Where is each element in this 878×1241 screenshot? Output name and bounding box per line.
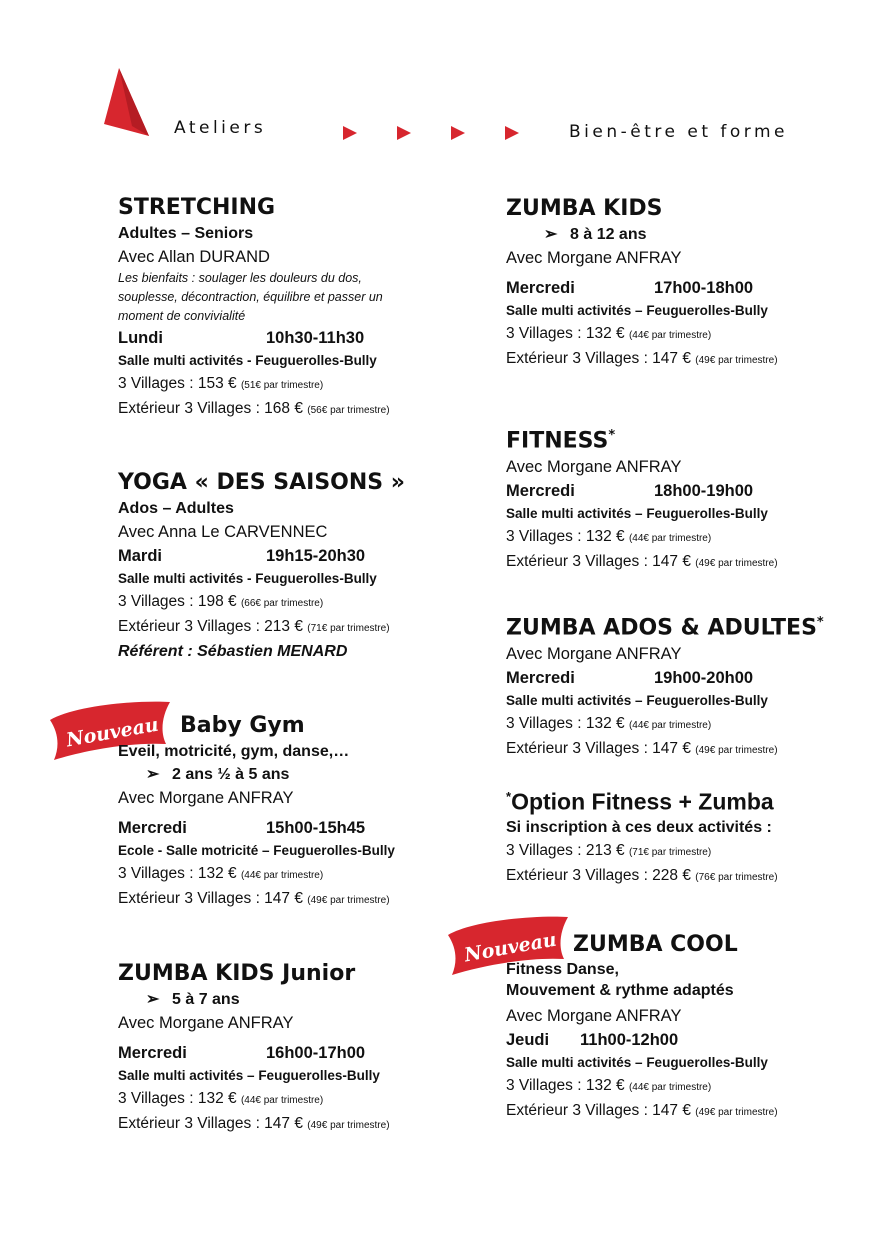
schedule: Mercredi 17h00-18h00 [506,279,754,297]
referent: Référent : Sébastien MENARD [118,643,348,660]
arrow-icon [505,126,519,140]
price-local: 3 Villages : 198 € (66€ par trimestre) [118,593,324,610]
option-note: Si inscription à ces deux activités : [506,818,772,836]
price-external: Extérieur 3 Villages : 168 € (56€ par trimestre) [118,400,390,417]
section-zumba-kids [506,195,866,372]
price-external: Extérieur 3 Villages : 147 € (49€ par trimestre) [506,740,778,758]
svg-text:Nouveau: Nouveau [64,713,161,752]
age-range: ➢ 8 à 12 ans [506,223,866,246]
room: Ecole - Salle motricité – Feuguerolles-Bully [118,843,395,858]
age-range: ➢ 2 ans ½ à 5 ans [118,763,478,786]
price-external: Extérieur 3 Villages : 147 € (49€ par trimestre) [506,1102,778,1119]
section-title: Baby Gym [180,713,305,738]
section-zumba-cool [506,931,866,1124]
section-fitness [506,422,866,575]
subtitle-1: Fitness Danse, [506,961,619,978]
coach: Avec Morgane ANFRAY [506,645,682,664]
section-yoga [118,469,478,664]
room: Salle multi activités - Feuguerolles-Bully [118,353,377,368]
section-option [506,783,866,889]
room: Salle multi activités – Feuguerolles-Bully [506,506,768,522]
schedule: Mercredi 16h00-17h00 [118,1044,366,1062]
section-title: ZUMBA KIDS Junior [118,961,356,986]
price-local: 3 Villages : 132 € (44€ par trimestre) [506,1077,712,1094]
room: Salle multi activités – Feuguerolles-Bully [506,693,768,709]
section-title: FITNESS* [506,428,616,454]
section-stretching [118,194,478,422]
price-local: 3 Villages : 132 € (44€ par trimestre) [118,865,324,882]
room: Salle multi activités - Feuguerolles-Bully [118,571,377,586]
section-title: *Option Fitness + Zumba [506,788,774,815]
price-external: Extérieur 3 Villages : 228 € (76€ par trimestre) [506,866,778,884]
arrow-icon [343,126,357,140]
price-local: 3 Villages : 132 € (44€ par trimestre) [506,528,712,546]
price-external: Extérieur 3 Villages : 147 € (49€ par trimestre) [118,890,390,907]
coach: Avec Morgane ANFRAY [118,1014,294,1032]
coach: Avec Allan DURAND [118,248,270,266]
header-right: Bien-être et forme [569,122,788,142]
description: Les bienfaits : soulager les douleurs du dos, souplesse, décontraction, équilibre et passer un moment de convivialité [118,271,383,323]
price-local: 3 Villages : 132 € (44€ par trimestre) [506,325,712,342]
schedule: Mercredi 15h00-15h45 [118,819,366,837]
section-title: ZUMBA KIDS [506,196,663,221]
section-title: ZUMBA ADOS & ADULTES* [506,615,824,641]
section-zumba-ados [506,609,866,762]
hours: 10h30-11h30 [266,329,365,347]
room: Salle multi activités – Feuguerolles-Bully [118,1068,380,1083]
coach: Avec Morgane ANFRAY [118,789,294,807]
day: Lundi [118,329,163,347]
coach: Avec Anna Le CARVENNEC [118,523,328,541]
room: Salle multi activités – Feuguerolles-Bully [506,303,768,318]
header-left: Ateliers [174,118,267,138]
age-range: ➢ 5 à 7 ans [118,988,478,1011]
price-local: 3 Villages : 132 € (44€ par trimestre) [118,1090,324,1107]
coach: Avec Morgane ANFRAY [506,1007,682,1025]
schedule: Jeudi 11h00-12h00 [506,1031,679,1049]
price-external: Extérieur 3 Villages : 213 € (71€ par trimestre) [118,618,390,635]
red-triangle-logo [104,68,152,138]
section-title: STRETCHING [118,195,276,220]
arrow-icon [451,126,465,140]
schedule: Mercredi 19h00-20h00 [506,669,754,688]
coach: Avec Morgane ANFRAY [506,458,682,477]
subtitle-2: Mouvement & rythme adaptés [506,982,734,999]
arrow-bullet-icon: ➢ [146,766,160,783]
audience: Eveil, motricité, gym, danse,… [118,743,350,760]
price-local: 3 Villages : 153 € (51€ par trimestre) [118,375,324,392]
price-external: Extérieur 3 Villages : 147 € (49€ par trimestre) [506,553,778,571]
price-local: 3 Villages : 213 € (71€ par trimestre) [506,841,712,859]
room: Salle multi activités – Feuguerolles-Bully [506,1055,768,1070]
schedule: Mardi 19h15-20h30 [118,547,366,565]
section-title: YOGA « DES SAISONS » [118,470,405,495]
schedule [118,326,478,350]
price-local: 3 Villages : 132 € (44€ par trimestre) [506,715,712,733]
arrow-bullet-icon: ➢ [146,991,160,1008]
section-zumba-kids-junior [118,960,478,1137]
arrow-bullet-icon: ➢ [544,226,558,243]
arrow-icon [397,126,411,140]
price-external: Extérieur 3 Villages : 147 € (49€ par trimestre) [506,350,778,367]
svg-text:Nouveau: Nouveau [462,928,559,967]
audience: Adultes – Seniors [118,225,254,242]
section-title: ZUMBA COOL [573,932,738,957]
section-babygym [118,712,478,912]
schedule: Mercredi 18h00-19h00 [506,482,754,501]
coach: Avec Morgane ANFRAY [506,249,682,267]
audience: Ados – Adultes [118,500,234,517]
price-external: Extérieur 3 Villages : 147 € (49€ par trimestre) [118,1115,390,1132]
